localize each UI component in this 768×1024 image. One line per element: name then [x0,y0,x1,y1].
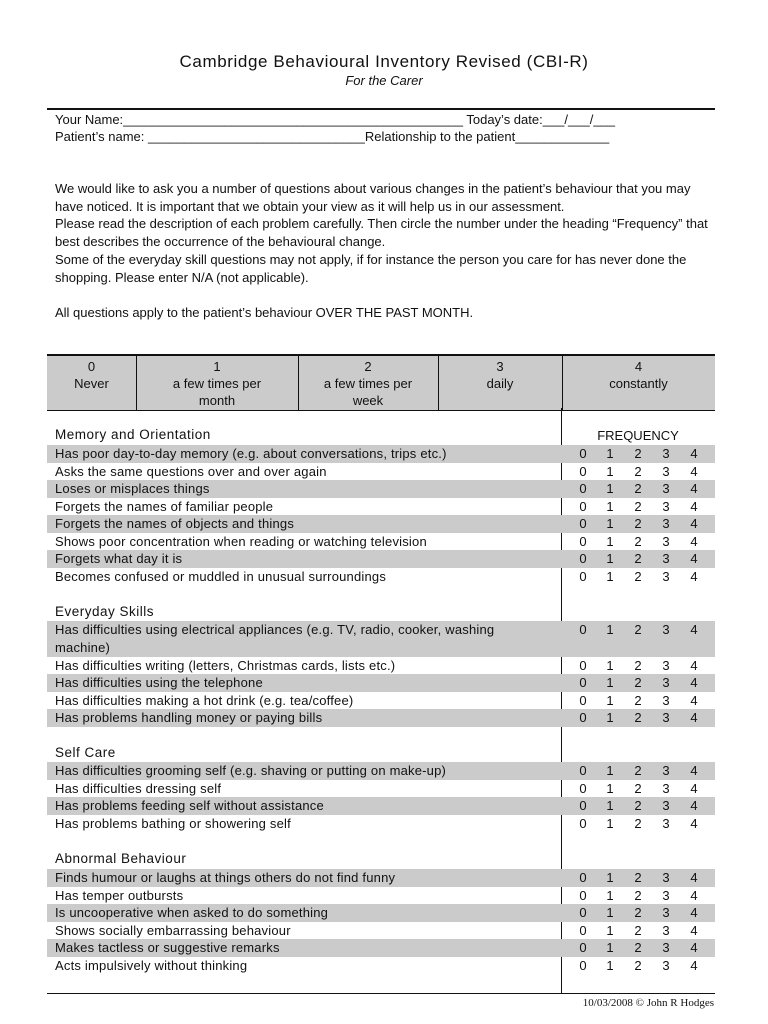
section-heading: Everyday Skills [55,604,155,619]
scale-label: constantly [609,376,668,391]
frequency-option-3[interactable]: 3 [662,568,670,584]
frequency-option-4[interactable]: 4 [690,780,698,796]
frequency-option-3[interactable]: 3 [662,870,670,885]
frequency-option-1[interactable]: 1 [606,446,614,461]
frequency-option-3[interactable]: 3 [662,551,670,566]
question-text: Has problems handling money or paying bills [55,710,323,725]
frequency-option-0[interactable]: 0 [579,940,587,955]
frequency-option-4[interactable]: 4 [690,710,698,725]
section-heading: Abnormal Behaviour [55,851,187,866]
frequency-option-2[interactable]: 2 [634,551,642,566]
question-text: Has problems bathing or showering self [55,815,291,831]
frequency-label: FREQUENCY [597,428,679,443]
frequency-option-4[interactable]: 4 [690,657,698,673]
question-text: Has problems feeding self without assistance [55,798,324,813]
frequency-option-1[interactable]: 1 [606,940,614,955]
frequency-option-3[interactable]: 3 [662,516,670,531]
frequency-option-0[interactable]: 0 [579,710,587,725]
frequency-option-2[interactable]: 2 [634,657,642,673]
frequency-option-4[interactable]: 4 [690,463,698,479]
question-text: Loses or misplaces things [55,481,210,496]
question-row [47,498,715,516]
question-text: Has poor day-to-day memory (e.g. about conversations, trips etc.) [55,446,447,461]
frequency-option-2[interactable]: 2 [634,763,642,778]
scale-label: a few times per week [323,376,413,408]
question-row [47,657,715,675]
frequency-option-4[interactable]: 4 [690,692,698,708]
frequency-option-2[interactable]: 2 [634,887,642,903]
frequency-option-3[interactable]: 3 [662,622,670,637]
frequency-option-0[interactable]: 0 [579,481,587,496]
footer-copyright: 10/03/2008 © John R Hodges [582,997,714,1009]
frequency-option-1[interactable]: 1 [606,551,614,566]
question-text: Forgets what day it is [55,551,183,566]
frequency-option-2[interactable]: 2 [634,498,642,514]
question-row [47,939,715,957]
frequency-option-0[interactable]: 0 [579,551,587,566]
frequency-option-4[interactable]: 4 [690,798,698,813]
form-subtitle: For the Carer [345,73,423,88]
frequency-option-3[interactable]: 3 [662,710,670,725]
frequency-option-2[interactable]: 2 [634,568,642,584]
frequency-option-3[interactable]: 3 [662,940,670,955]
frequency-option-1[interactable]: 1 [606,622,614,637]
question-row [47,762,715,780]
question-text: Has difficulties grooming self (e.g. shaving or putting on make-up) [55,763,447,778]
frequency-option-0[interactable]: 0 [579,463,587,479]
frequency-option-4[interactable]: 4 [690,446,698,461]
frequency-option-1[interactable]: 1 [606,922,614,938]
frequency-option-3[interactable]: 3 [662,905,670,920]
question-row [47,480,715,498]
footer-rule [47,993,715,994]
frequency-option-0[interactable]: 0 [579,870,587,885]
frequency-option-4[interactable]: 4 [690,887,698,903]
frequency-option-2[interactable]: 2 [634,798,642,813]
frequency-option-0[interactable]: 0 [579,957,587,973]
frequency-option-4[interactable]: 4 [690,481,698,496]
frequency-option-1[interactable]: 1 [606,905,614,920]
frequency-option-4[interactable]: 4 [690,675,698,690]
frequency-option-2[interactable]: 2 [634,957,642,973]
patient-name-field[interactable]: Patient’s name: ______________________________Relationship to the patient_____________ [55,129,610,144]
frequency-option-2[interactable]: 2 [634,922,642,938]
question-text: Has temper outbursts [55,887,184,903]
frequency-option-3[interactable]: 3 [662,481,670,496]
frequency-option-1[interactable]: 1 [606,763,614,778]
question-row [47,869,715,887]
frequency-option-2[interactable]: 2 [634,940,642,955]
question-row [47,797,715,815]
frequency-option-3[interactable]: 3 [662,446,670,461]
frequency-option-2[interactable]: 2 [634,905,642,920]
frequency-option-0[interactable]: 0 [579,516,587,531]
question-row [47,957,715,975]
frequency-option-1[interactable]: 1 [606,780,614,796]
scale-value: 4 [634,359,643,374]
frequency-option-3[interactable]: 3 [662,957,670,973]
frequency-option-2[interactable]: 2 [634,870,642,885]
instructions [55,180,715,322]
scale-cell [438,356,562,410]
frequency-option-0[interactable]: 0 [579,887,587,903]
frequency-option-3[interactable]: 3 [662,922,670,938]
frequency-scale-header [47,354,715,411]
question-text: Becomes confused or muddled in unusual surroundings [55,568,387,584]
question-text: Shows poor concentration when reading or watching television [55,533,427,549]
question-text: Makes tactless or suggestive remarks [55,940,280,955]
intro-paragraph: Please read the description of each problem carefully. Then circle the number under the heading “Frequency” that best describes the occurrence of the behavioural change. [55,216,708,250]
question-row [47,568,715,586]
frequency-option-2[interactable]: 2 [634,533,642,549]
header-rule [47,108,715,110]
frequency-option-2[interactable]: 2 [634,692,642,708]
question-row [47,709,715,727]
frequency-option-4[interactable]: 4 [690,533,698,549]
frequency-option-0[interactable]: 0 [579,622,587,637]
scale-label: daily [486,376,514,391]
frequency-option-1[interactable]: 1 [606,463,614,479]
frequency-option-0[interactable]: 0 [579,533,587,549]
frequency-option-0[interactable]: 0 [579,568,587,584]
frequency-option-3[interactable]: 3 [662,692,670,708]
intro-paragraph: All questions apply to the patient’s behaviour OVER THE PAST MONTH. [55,304,474,320]
frequency-option-0[interactable]: 0 [579,446,587,461]
question-row [47,922,715,940]
scale-value: 0 [87,359,96,374]
question-text: Forgets the names of objects and things [55,516,295,531]
frequency-option-3[interactable]: 3 [662,498,670,514]
question-text: Is uncooperative when asked to do something [55,905,329,920]
frequency-option-3[interactable]: 3 [662,815,670,831]
frequency-option-4[interactable]: 4 [690,622,698,637]
frequency-option-4[interactable]: 4 [690,940,698,955]
scale-label: Never [74,376,109,391]
frequency-option-0[interactable]: 0 [579,692,587,708]
question-text: Finds humour or laughs at things others do not find funny [55,870,396,885]
question-text: Acts impulsively without thinking [55,957,248,973]
scale-value: 1 [213,359,221,374]
frequency-option-2[interactable]: 2 [634,463,642,479]
frequency-option-4[interactable]: 4 [690,498,698,514]
frequency-option-3[interactable]: 3 [662,657,670,673]
frequency-option-0[interactable]: 0 [579,763,587,778]
intro-paragraph: Some of the everyday skill questions may not apply, if for instance the person you care for has never done the shopping. Please enter N/A (not applicable). [55,251,687,285]
frequency-option-1[interactable]: 1 [606,498,614,514]
frequency-option-2[interactable]: 2 [634,622,642,637]
frequency-option-2[interactable]: 2 [634,710,642,725]
frequency-option-3[interactable]: 3 [662,780,670,796]
frequency-option-3[interactable]: 3 [662,533,670,549]
question-text: Asks the same questions over and over again [55,463,327,479]
frequency-option-2[interactable]: 2 [634,780,642,796]
question-row [47,515,715,533]
frequency-option-4[interactable]: 4 [690,905,698,920]
frequency-option-0[interactable]: 0 [579,657,587,673]
scale-cell [136,356,298,410]
question-row [47,780,715,798]
frequency-option-4[interactable]: 4 [690,870,698,885]
scale-label: a few times per month [172,376,262,408]
frequency-option-0[interactable]: 0 [579,905,587,920]
frequency-option-0[interactable]: 0 [579,675,587,690]
frequency-option-0[interactable]: 0 [579,815,587,831]
question-row [47,463,715,481]
frequency-option-4[interactable]: 4 [690,568,698,584]
frequency-option-1[interactable]: 1 [606,533,614,549]
question-row [47,674,715,692]
question-text: Has difficulties using electrical appliances (e.g. TV, radio, cooker, washing machine) [55,622,495,655]
frequency-option-0[interactable]: 0 [579,498,587,514]
frequency-option-4[interactable]: 4 [690,922,698,938]
question-row [47,815,715,833]
frequency-option-4[interactable]: 4 [690,763,698,778]
question-row [47,550,715,568]
frequency-option-1[interactable]: 1 [606,675,614,690]
frequency-option-3[interactable]: 3 [662,798,670,813]
intro-paragraph: We would like to ask you a number of questions about various changes in the patient’s behaviour that you may have noticed. It is important that we obtain your view as it will help us in our assessment. [55,181,691,214]
frequency-option-3[interactable]: 3 [662,675,670,690]
frequency-option-1[interactable]: 1 [606,870,614,885]
question-row [47,692,715,710]
scale-value: 3 [496,359,504,374]
section-heading: Self Care [55,745,116,760]
frequency-option-1[interactable]: 1 [606,798,614,813]
frequency-option-4[interactable]: 4 [690,551,698,566]
frequency-option-1[interactable]: 1 [606,710,614,725]
frequency-option-0[interactable]: 0 [579,798,587,813]
frequency-option-2[interactable]: 2 [634,516,642,531]
frequency-option-3[interactable]: 3 [662,463,670,479]
frequency-option-1[interactable]: 1 [606,481,614,496]
question-row [47,445,715,463]
question-text: Has difficulties dressing self [55,780,222,796]
scale-cell [47,356,136,410]
scale-value: 2 [364,359,372,374]
question-row [47,887,715,905]
form-title: Cambridge Behavioural Inventory Revised (CBI-R) [179,52,589,71]
frequency-option-0[interactable]: 0 [579,780,587,796]
scale-cell [298,356,438,410]
frequency-option-4[interactable]: 4 [690,957,698,973]
frequency-option-1[interactable]: 1 [606,692,614,708]
question-row [47,904,715,922]
question-text: Forgets the names of familiar people [55,498,274,514]
section-heading: Memory and Orientation [55,427,211,442]
frequency-option-3[interactable]: 3 [662,763,670,778]
frequency-option-1[interactable]: 1 [606,815,614,831]
frequency-option-4[interactable]: 4 [690,516,698,531]
frequency-option-3[interactable]: 3 [662,887,670,903]
frequency-option-2[interactable]: 2 [634,481,642,496]
frequency-option-1[interactable]: 1 [606,887,614,903]
frequency-option-2[interactable]: 2 [634,675,642,690]
frequency-option-2[interactable]: 2 [634,815,642,831]
frequency-option-1[interactable]: 1 [606,568,614,584]
frequency-option-4[interactable]: 4 [690,815,698,831]
question-text: Has difficulties using the telephone [55,675,263,690]
question-text: Shows socially embarrassing behaviour [55,922,291,938]
frequency-option-1[interactable]: 1 [606,957,614,973]
your-name-field[interactable]: Your Name:_______________________________________________ Today’s date:___/___/___ [55,112,616,127]
frequency-option-2[interactable]: 2 [634,446,642,461]
question-row [47,621,715,657]
question-text: Has difficulties writing (letters, Christmas cards, lists etc.) [55,657,396,673]
frequency-option-0[interactable]: 0 [579,922,587,938]
frequency-option-1[interactable]: 1 [606,516,614,531]
scale-cell [562,356,715,410]
question-row [47,533,715,551]
question-text: Has difficulties making a hot drink (e.g. tea/coffee) [55,692,354,708]
frequency-option-1[interactable]: 1 [606,657,614,673]
